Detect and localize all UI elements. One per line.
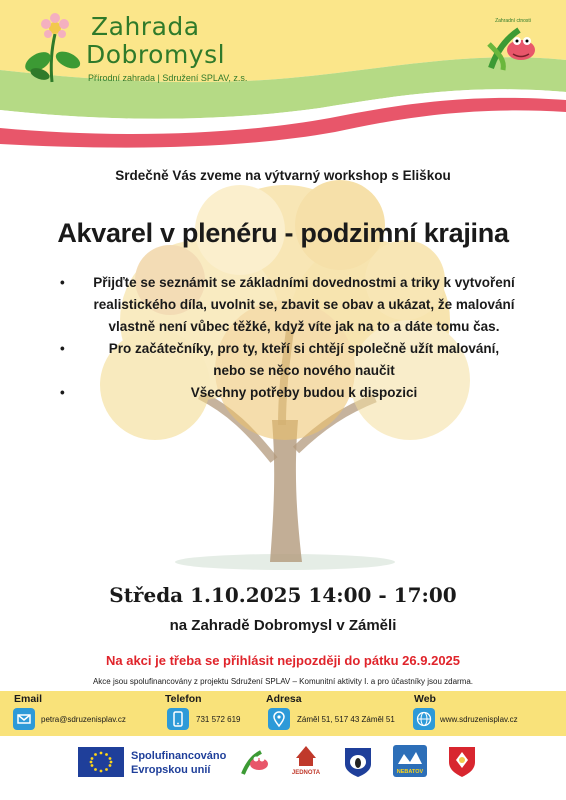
event-place: na Zahradě Dobromysl v Záměli xyxy=(169,617,397,634)
flower-logo-icon xyxy=(22,12,88,84)
invitation-line: Srdečně Vás zveme na výtvarný workshop s Eliškou xyxy=(115,168,451,183)
bullet-item xyxy=(60,382,530,404)
web-label: Web xyxy=(414,693,436,705)
bullet-line: Všechny potřeby budou k dispozici xyxy=(190,385,418,400)
bullet-line: Pro začátečníky, pro ty, kteří si chtějí společně užít malování, xyxy=(108,341,500,356)
brand-subtitle: Přírodní zahrada | Sdružení SPLAV, z.s. xyxy=(88,73,248,83)
frog-logo-icon xyxy=(483,14,543,74)
registration-note: Na akci je třeba se přihlásit nejpozději do pátku 26.9.2025 xyxy=(105,653,461,668)
frog-caption: Zahradní ctnosti xyxy=(495,18,531,24)
eu-line2: Evropskou unií xyxy=(131,764,211,776)
contact-bar xyxy=(0,691,566,736)
phone-label: Telefon xyxy=(165,693,202,705)
bullet-item xyxy=(60,272,530,338)
info-bullet-list xyxy=(60,272,530,404)
bullet-line: nebo se něco nového naučit xyxy=(213,363,395,378)
jednota-text: JEDNOTA xyxy=(291,770,321,776)
nebatov-logo-icon xyxy=(392,744,428,778)
bullet-line: vlastně není vůbec těžké, když víte jak na to a dáte tomu čas. xyxy=(108,319,500,334)
web-link[interactable]: www.sdruzenisplav.cz xyxy=(440,715,518,724)
event-date-time: Středa 1.10.2025 14:00 - 17:00 xyxy=(109,583,457,607)
map-pin-icon xyxy=(268,708,290,730)
phone-icon xyxy=(167,708,189,730)
eu-cofunding-text xyxy=(131,749,226,777)
bullet-line: Přijďte se seznámit se základními dovednostmi a triky k vytvoření xyxy=(93,275,515,290)
brand-name-line1: Zahrada xyxy=(91,12,200,41)
envelope-icon xyxy=(13,708,35,730)
email-label: Email xyxy=(14,693,43,705)
nebatov-text: NEBATOV xyxy=(396,769,424,775)
bullet-item xyxy=(60,338,530,382)
workshop-title: Akvarel v plenéru - podzimní krajina xyxy=(57,218,509,248)
eu-line1: Spolufinancováno xyxy=(131,750,227,762)
email-link[interactable]: petra@sdruzenisplav.cz xyxy=(41,715,126,724)
phone-link[interactable]: 731 572 619 xyxy=(196,715,241,724)
badger-logo-icon xyxy=(341,744,375,778)
bullet-dot: • xyxy=(60,275,65,290)
cofunding-note: Akce jsou spolufinancovány z projektu Sdružení SPLAV – Komunitní aktivity I. a pro účastníky jsou zdarma. xyxy=(92,677,474,686)
address-label: Adresa xyxy=(266,693,302,705)
bullet-line: realistického díla, uvolnit se, zbavit se obav a ukázat, že malování xyxy=(93,297,515,312)
eu-flag-icon xyxy=(78,747,124,777)
bullet-dot: • xyxy=(60,385,65,400)
jednota-logo-icon xyxy=(286,744,326,778)
bullet-dot: • xyxy=(60,341,65,356)
address-text: Záměl 51, 517 43 Záměl 51 xyxy=(297,715,395,724)
brand-name-line2: Dobromysl xyxy=(86,40,226,69)
frog-small-logo-icon xyxy=(239,744,271,778)
globe-icon xyxy=(413,708,435,730)
municipal-coat-of-arms-icon xyxy=(446,744,478,778)
header-banner xyxy=(0,0,566,150)
